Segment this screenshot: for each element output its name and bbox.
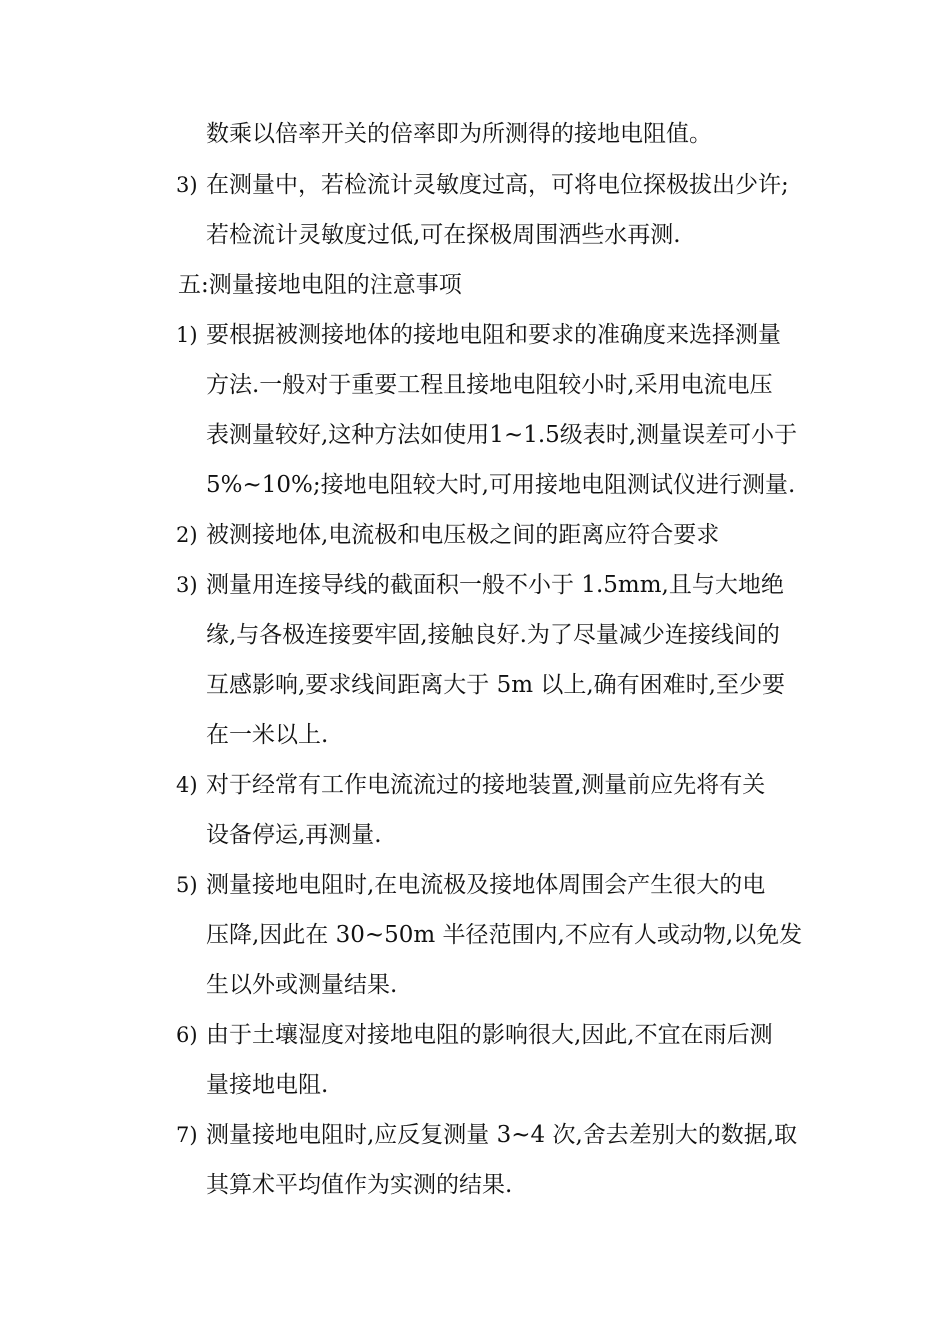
paragraph-line: 对于经常有工作电流流过的接地装置,测量前应先将有关: [206, 772, 766, 798]
paragraph-line: 压降,因此在 30~50m 半径范围内,不应有人或动物,以免发: [206, 922, 803, 948]
paragraph-line: 测量接地电阻时,应反复测量 3~4 次,舍去差别大的数据,取: [206, 1122, 798, 1148]
list-number: 3): [176, 173, 198, 197]
paragraph-line: 若检流计灵敏度过低,可在探极周围洒些水再测.: [206, 222, 681, 248]
paragraph-line: 在测量中，若检流计灵敏度过高，可将电位探极拔出少许;: [206, 172, 789, 198]
paragraph-line: 互感影响,要求线间距离大于 5m 以上,确有困难时,至少要: [206, 672, 785, 698]
list-number: 6): [176, 1023, 198, 1047]
paragraph-line: 其算术平均值作为实测的结果.: [206, 1172, 513, 1198]
paragraph-line: 在一米以上.: [206, 722, 329, 748]
paragraph-line: 测量接地电阻时,在电流极及接地体周围会产生很大的电: [206, 872, 766, 898]
paragraph-line: 测量用连接导线的截面积一般不小于 1.5mm,且与大地绝: [206, 572, 784, 598]
list-number: 5): [176, 873, 198, 897]
paragraph-line: 5%~10%;接地电阻较大时,可用接地电阻测试仪进行测量.: [206, 472, 796, 498]
section-heading-text: 五:测量接地电阻的注意事项: [178, 272, 462, 298]
list-number: 3): [176, 573, 198, 597]
paragraph-line: 被测接地体,电流极和电压极之间的距离应符合要求: [206, 522, 720, 548]
list-number: 7): [176, 1123, 198, 1147]
list-number: 4): [176, 773, 198, 797]
paragraph-line: 由于土壤湿度对接地电阻的影响很大,因此,不宜在雨后测: [206, 1022, 773, 1048]
list-number: 2): [176, 523, 198, 547]
paragraph-line: 要根据被测接地体的接地电阻和要求的准确度来选择测量: [206, 322, 781, 348]
paragraph-line: 生以外或测量结果.: [206, 972, 398, 998]
paragraph-line: 方法.一般对于重要工程且接地电阻较小时,采用电流电压: [206, 372, 773, 398]
paragraph-line: 数乘以倍率开关的倍率即为所测得的接地电阻值。: [206, 121, 712, 147]
paragraph-line: 量接地电阻.: [206, 1072, 329, 1098]
list-number: 1): [176, 323, 198, 347]
paragraph-line: 设备停运,再测量.: [206, 822, 382, 848]
paragraph-line: 表测量较好,这种方法如使用1~1.5级表时,测量误差可小于: [206, 422, 798, 448]
paragraph-line: 缘,与各极连接要牢固,接触良好.为了尽量减少连接线间的: [206, 622, 780, 648]
